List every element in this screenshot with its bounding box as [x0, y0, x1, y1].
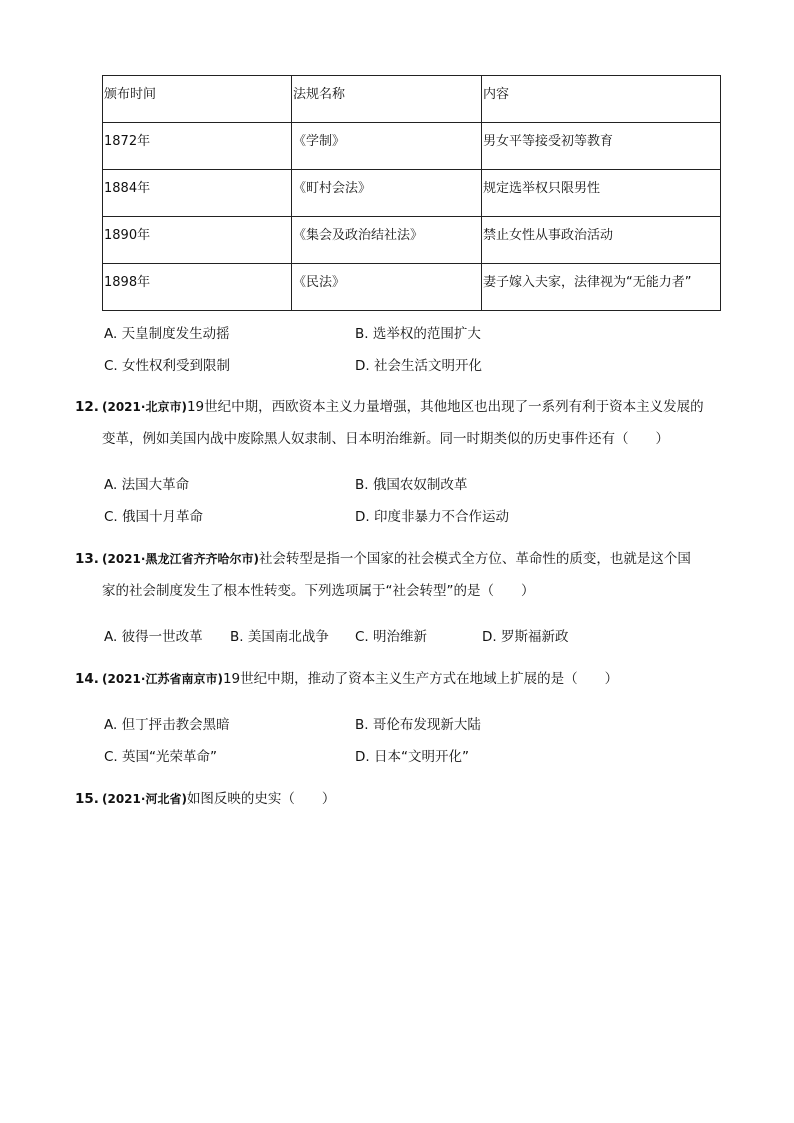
question-number: 12. — [75, 399, 99, 415]
q14-option-b[interactable]: B. 哥伦布发现新大陆 — [355, 717, 481, 733]
question-stem — [102, 783, 722, 815]
table-row — [103, 123, 721, 170]
question-line: (2021·北京市)19世纪中期，西欧资本主义力量增强，其他地区也出现了一系列有利于资本主义发展的 — [102, 399, 704, 415]
law-table — [102, 75, 721, 311]
question-number: 14. — [75, 671, 99, 687]
table-cell: 男女平等接受初等教育 — [482, 123, 721, 170]
table-row — [103, 217, 721, 264]
q11-option-a[interactable]: A. 天皇制度发生动摇 — [104, 326, 230, 342]
q11-option-c[interactable]: C. 女性权利受到限制 — [104, 358, 231, 374]
q14-option-c[interactable]: C. 英国“光荣革命” — [104, 749, 217, 765]
q13-option-c[interactable]: C. 明治维新 — [355, 629, 428, 645]
q12-option-a[interactable]: A. 法国大革命 — [104, 477, 190, 493]
question-line: 家的社会制度发生了根本性转变。下列选项属于“社会转型”的是（ ） — [102, 583, 535, 599]
q12-option-b[interactable]: B. 俄国农奴制改革 — [355, 477, 468, 493]
question-line: (2021·江苏省南京市)19世纪中期，推动了资本主义生产方式在地域上扩展的是（ ） — [102, 671, 619, 687]
table-cell: 《町村会法》 — [292, 170, 482, 217]
table-row — [103, 170, 721, 217]
q13-option-a[interactable]: A. 彼得一世改革 — [104, 629, 203, 645]
question-stem — [102, 391, 722, 455]
q11-option-b[interactable]: B. 选举权的范围扩大 — [355, 326, 481, 342]
question-line: (2021·黑龙江省齐齐哈尔市)社会转型是指一个国家的社会模式全方位、革命性的质变，也就是这个国 — [102, 551, 691, 567]
question-stem — [102, 543, 722, 607]
table-cell: 《学制》 — [292, 123, 482, 170]
table-header-cell: 法规名称 — [292, 76, 482, 123]
table-header-cell: 颁布时间 — [103, 76, 292, 123]
table-cell: 1898年 — [103, 264, 292, 311]
q12-option-d[interactable]: D. 印度非暴力不合作运动 — [355, 509, 509, 525]
table-cell: 禁止女性从事政治活动 — [482, 217, 721, 264]
question-source: (2021·河北省) — [102, 792, 187, 806]
question-source: (2021·北京市) — [102, 400, 187, 414]
question-source: (2021·黑龙江省齐齐哈尔市) — [102, 552, 259, 566]
question-stem — [102, 663, 722, 695]
table-cell: 《民法》 — [292, 264, 482, 311]
question-line: (2021·河北省)如图反映的史实（ ） — [102, 791, 336, 807]
q13-option-d[interactable]: D. 罗斯福新政 — [482, 629, 569, 645]
question-source: (2021·江苏省南京市) — [102, 672, 223, 686]
question-line: 变革，例如美国内战中废除黑人奴隶制、日本明治维新。同一时期类似的历史事件还有（ ） — [102, 431, 669, 447]
q11-option-d[interactable]: D. 社会生活文明开化 — [355, 358, 482, 374]
table-cell: 1884年 — [103, 170, 292, 217]
question-number: 13. — [75, 551, 99, 567]
table-cell: 《集会及政治结社法》 — [292, 217, 482, 264]
table-cell: 1872年 — [103, 123, 292, 170]
table-header-row — [103, 76, 721, 123]
table-row — [103, 264, 721, 311]
table-cell: 规定选举权只限男性 — [482, 170, 721, 217]
question-number: 15. — [75, 791, 99, 807]
table-header-cell: 内容 — [482, 76, 721, 123]
table-cell: 妻子嫁入夫家，法律视为“无能力者” — [482, 264, 721, 311]
table-cell: 1890年 — [103, 217, 292, 264]
q14-option-d[interactable]: D. 日本“文明开化” — [355, 749, 469, 765]
q14-option-a[interactable]: A. 但丁抨击教会黑暗 — [104, 717, 230, 733]
q12-option-c[interactable]: C. 俄国十月革命 — [104, 509, 204, 525]
q13-option-b[interactable]: B. 美国南北战争 — [230, 629, 329, 645]
